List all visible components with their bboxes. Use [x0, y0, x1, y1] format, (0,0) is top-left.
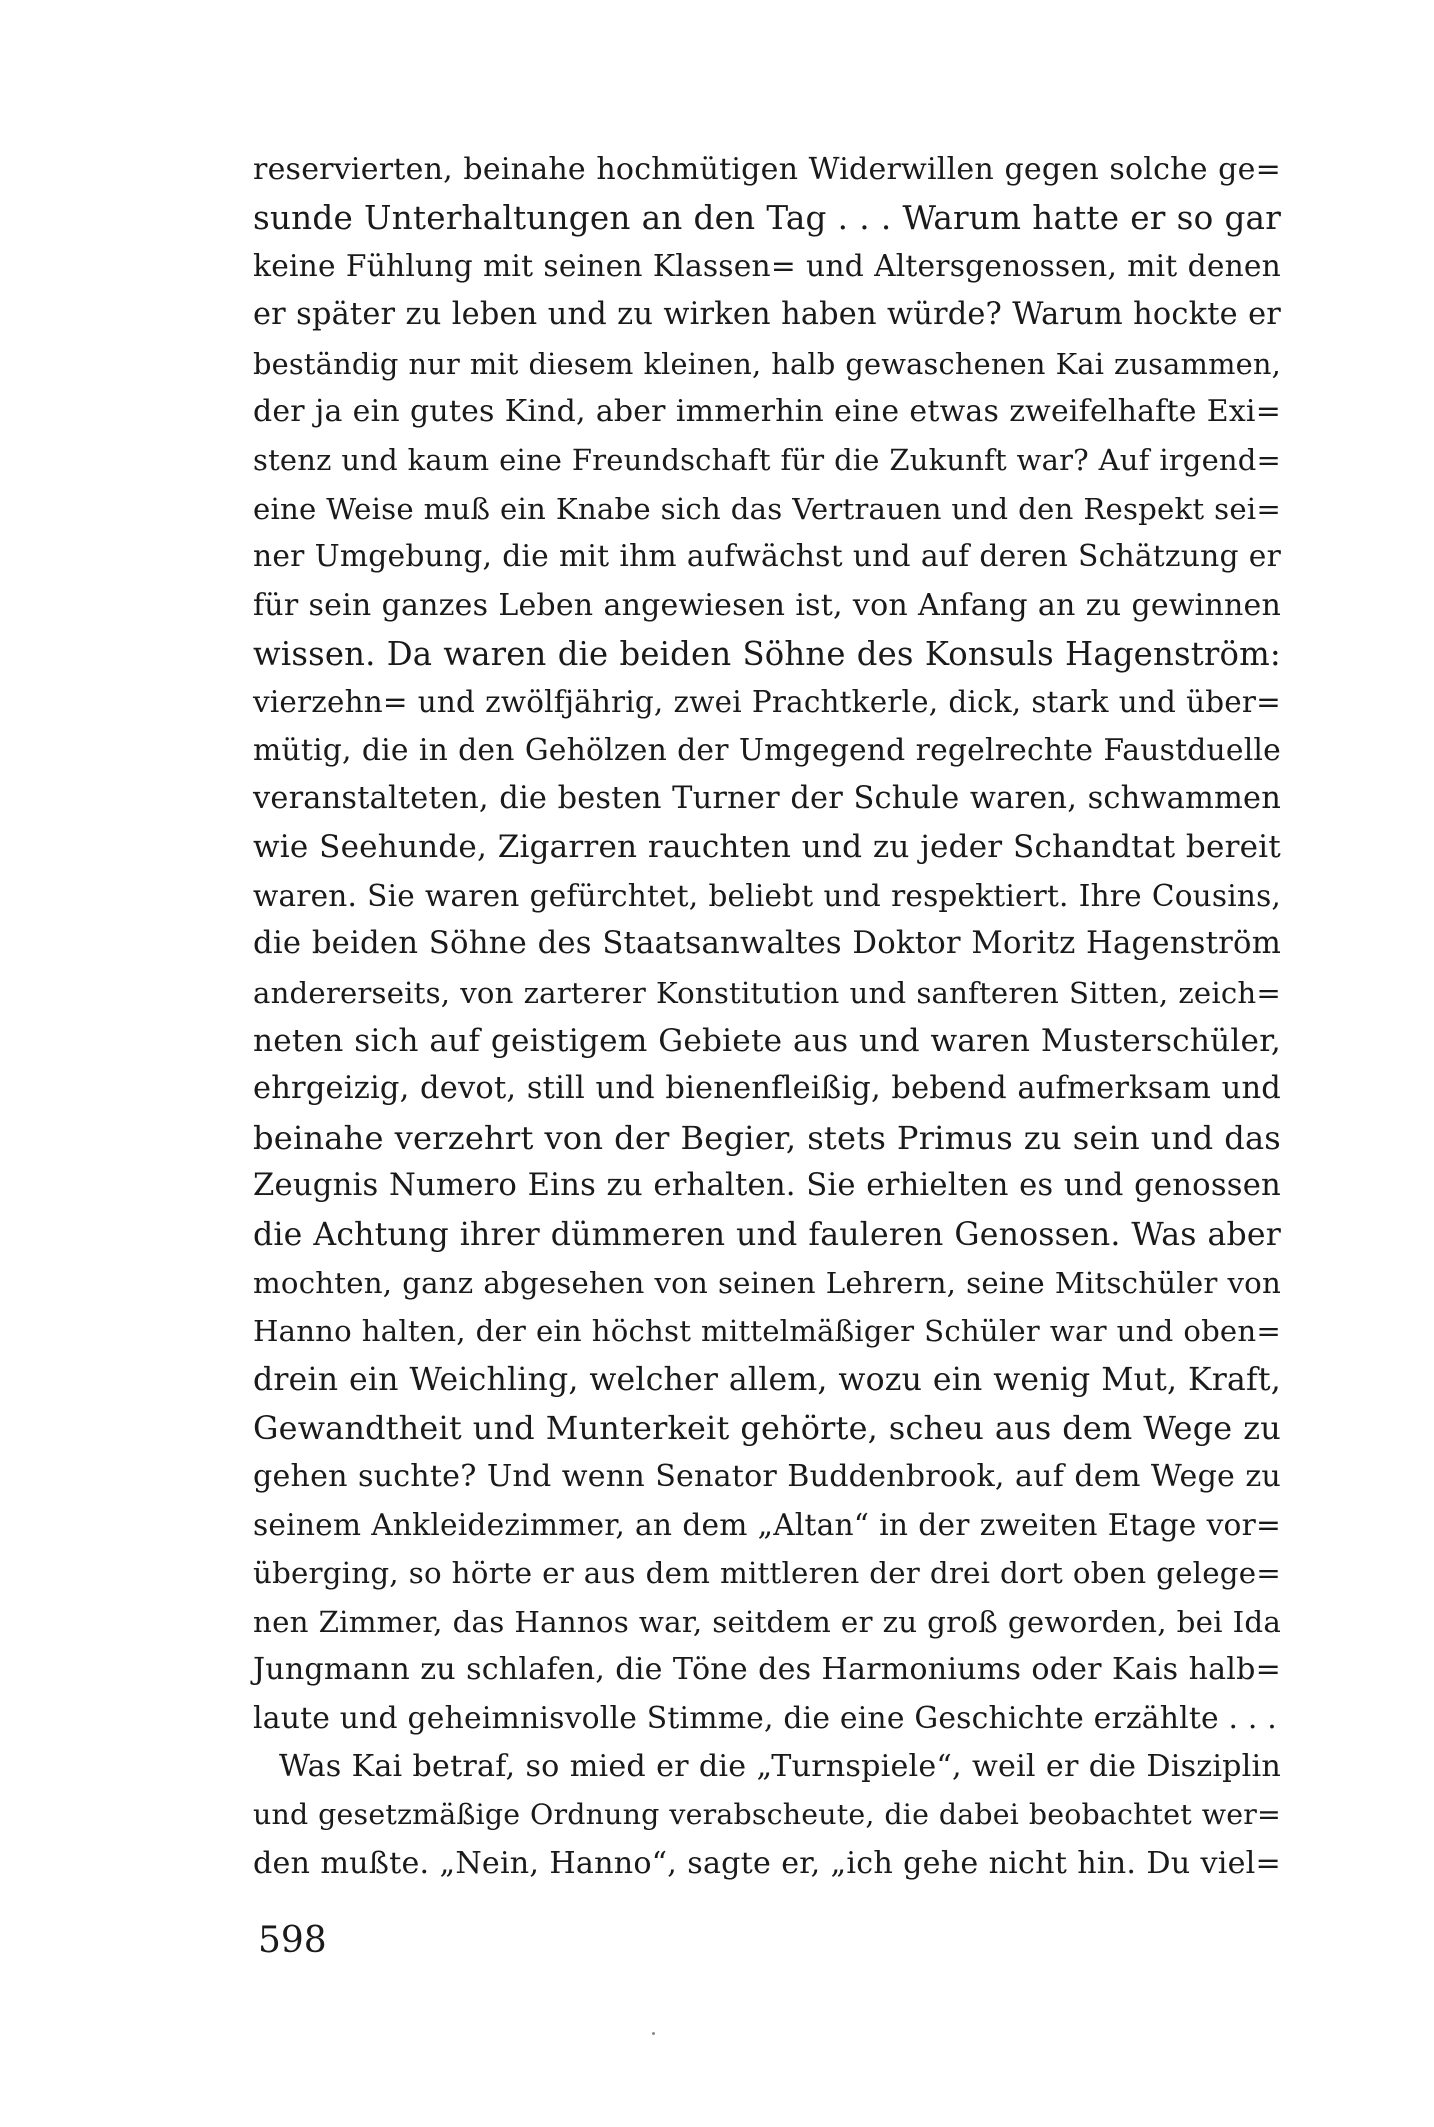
text-line: eine Weise muß ein Knabe sich das Vertrauen und den Respekt sei=	[253, 491, 1281, 526]
paragraph-end-line: laute und geheimnisvolle Stimme, die eine Geschichte erzählte . . .	[253, 1700, 1277, 1736]
text-line: ner Umgebung, die mit ihm aufwächst und auf deren Schätzung er	[253, 539, 1281, 575]
text-line: wissen. Da waren die beiden Söhne des Konsuls Hagenström:	[253, 634, 1281, 673]
text-line: überging, so hörte er aus dem mittleren der drei dort oben gelege=	[253, 1556, 1281, 1591]
text-line: den mußte. „Nein, Hanno“, sagte er, „ich gehe nicht hin. Du viel=	[253, 1845, 1281, 1881]
paragraph-start-line: Was Kai betraf, so mied er die „Turnspiele“, weil er die Disziplin	[279, 1748, 1281, 1784]
text-line: wie Seehunde, Zigarren rauchten und zu jeder Schandtat bereit	[253, 829, 1281, 866]
text-line: der ja ein gutes Kind, aber immerhin eine etwas zweifelhafte Exi=	[253, 393, 1281, 429]
text-line: für sein ganzes Leben angewiesen ist, von Anfang an zu gewinnen	[253, 587, 1281, 623]
text-line: seinem Ankleidezimmer, an dem „Altan“ in der zweiten Etage vor=	[253, 1506, 1281, 1542]
body-text	[253, 146, 1281, 1888]
text-line: die Achtung ihrer dümmeren und fauleren Genossen. Was aber	[253, 1216, 1281, 1253]
text-line: nen Zimmer, das Hannos war, seitdem er zu groß geworden, bei Ida	[253, 1604, 1281, 1639]
text-line: Zeugnis Numero Eins zu erhalten. Sie erhielten es und genossen	[253, 1168, 1281, 1204]
text-line: mütig, die in den Gehölzen der Umgegend regelrechte Faustduelle	[253, 732, 1281, 768]
text-line: waren. Sie waren gefürchtet, beliebt und respektiert. Ihre Cousins,	[253, 878, 1281, 913]
text-line: andererseits, von zarterer Konstitution und sanfteren Sitten, zeich=	[253, 975, 1281, 1010]
text-line: drein ein Weichling, welcher allem, wozu ein wenig Mut, Kraft,	[253, 1361, 1281, 1398]
text-line: beständig nur mit diesem kleinen, halb gewaschenen Kai zusammen,	[253, 346, 1281, 381]
text-line: er später zu leben und zu wirken haben würde? Warum hockte er	[253, 297, 1281, 333]
paper-speck	[652, 2032, 655, 2035]
text-line: reservierten, beinahe hochmütigen Widerwillen gegen solche ge=	[253, 152, 1281, 187]
text-line: vierzehn= und zwölfjährig, zwei Prachtkerle, dick, stark und über=	[253, 685, 1281, 720]
page-number: 598	[258, 1920, 327, 1961]
text-line: und gesetzmäßige Ordnung verabscheute, die dabei beobachtet wer=	[253, 1798, 1281, 1832]
text-line: mochten, ganz abgesehen von seinen Lehrern, seine Mitschüler von	[253, 1265, 1281, 1300]
text-line: Jungmann zu schlafen, die Töne des Harmoniums oder Kais halb=	[253, 1652, 1281, 1688]
text-line: neten sich auf geistigem Gebiete aus und waren Musterschüler,	[253, 1023, 1281, 1060]
text-line: Gewandtheit und Munterkeit gehörte, scheu aus dem Wege zu	[253, 1409, 1281, 1448]
text-line: gehen suchte? Und wenn Senator Buddenbrook, auf dem Wege zu	[253, 1458, 1281, 1494]
text-line: sunde Unterhaltungen an den Tag . . . Warum hatte er so gar	[253, 199, 1281, 238]
text-line: veranstalteten, die besten Turner der Schule waren, schwammen	[253, 781, 1281, 817]
text-line: Hanno halten, der ein höchst mittelmäßiger Schüler war und oben=	[253, 1314, 1281, 1349]
text-line: beinahe verzehrt von der Begier, stets Primus zu sein und das	[253, 1118, 1281, 1157]
text-line: stenz und kaum eine Freundschaft für die Zukunft war? Auf irgend=	[253, 443, 1281, 478]
text-line: ehrgeizig, devot, still und bienenfleißig, bebend aufmerksam und	[253, 1071, 1281, 1107]
text-line: die beiden Söhne des Staatsanwaltes Doktor Moritz Hagenström	[253, 926, 1281, 962]
text-line: keine Fühlung mit seinen Klassen= und Altersgenossen, mit denen	[253, 248, 1281, 284]
